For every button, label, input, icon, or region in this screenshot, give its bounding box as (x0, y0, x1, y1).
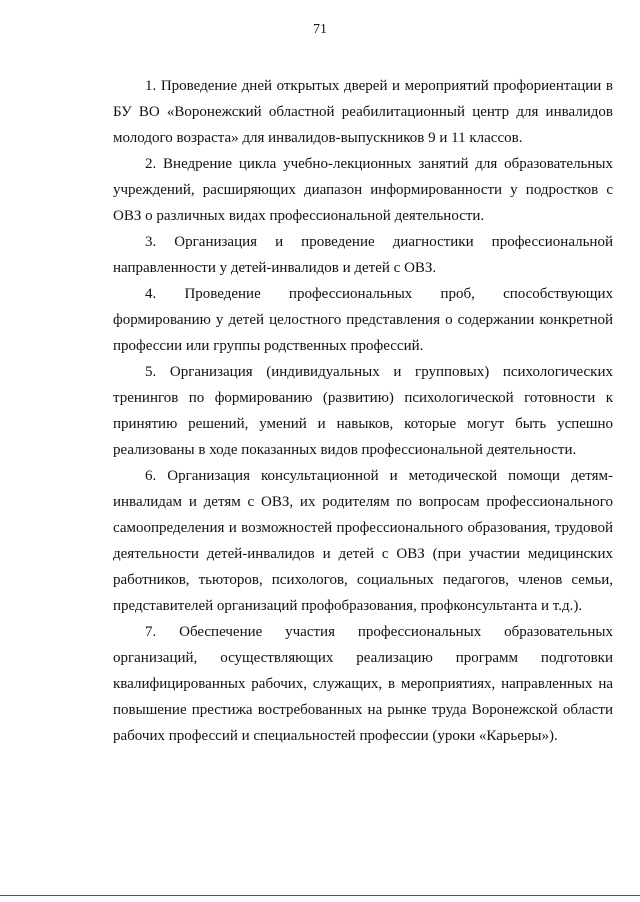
paragraph-3: 3. Организация и проведение диагностики профессиональной направленности у детей-инвалидов и детей с ОВЗ. (113, 234, 613, 276)
paragraph-6: 6. Организация консультационной и методической помощи детям-инвалидам и детям с ОВЗ, их родителям по вопросам профессионального самоопределения и возможностей профессионального образования, трудовой деятельности детей-инвалидов и детей с ОВЗ (при участии медицинских работников, тьюторов, психологов, социальных педагогов, членов семьи, представителей организаций профобразования, профконсультанта и т.д.). (113, 468, 613, 614)
document-body (113, 73, 613, 749)
paragraph-1: 1. Проведение дней открытых дверей и мероприятий профориентации в БУ ВО «Воронежский областной реабилитационный центр для инвалидов молодого возраста» для инвалидов-выпускников 9 и 11 классов. (113, 78, 613, 146)
page-number: 71 (313, 22, 327, 37)
paragraph-4: 4. Проведение профессиональных проб, способствующих формированию у детей целостного представления о содержании конкретной профессии или группы родственных профессий. (113, 286, 613, 354)
paragraph-2: 2. Внедрение цикла учебно-лекционных занятий для образовательных учреждений, расширяющих диапазон информированности у подростков с ОВЗ о различных видах профессиональной деятельности. (113, 156, 613, 224)
paragraph-5: 5. Организация (индивидуальных и групповых) психологических тренингов по формированию (развитию) психологической готовности к принятию решений, умений и навыков, которые могут быть успешно реализованы в ходе показанных видов профессиональной деятельности. (113, 364, 613, 458)
page-bottom-rule (0, 895, 640, 896)
paragraph-7: 7. Обеспечение участия профессиональных образовательных организаций, осуществляющих реализацию программ подготовки квалифицированных рабочих, служащих, в мероприятиях, направленных на повышение престижа востребованных на рынке труда Воронежской области рабочих профессий и специальностей профессии (уроки «Карьеры»). (113, 624, 613, 744)
